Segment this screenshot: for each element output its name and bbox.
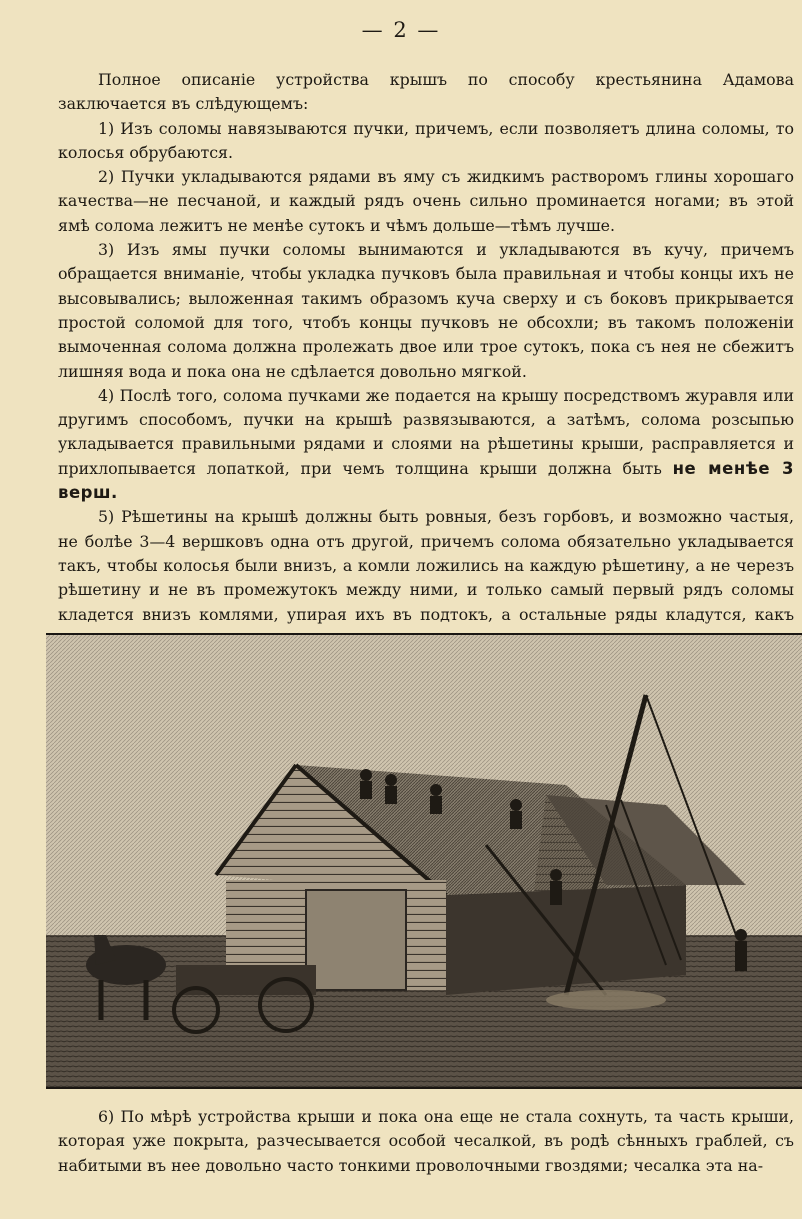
barn-door xyxy=(306,890,406,990)
paragraph-intro: Полное описаніе устройства крышъ по способу крестьянина Адамова заключается въ слѣдующемъ: xyxy=(58,70,794,114)
worker-figure xyxy=(360,769,372,781)
paragraph-3: 3) Изъ ямы пучки соломы вынимаются и укладываются въ кучу, причемъ обращается вниманіе, чтобы укладка пучковъ была правильная и чтобы концы ихъ не высовывались; выложенная такимъ образомъ куча сверху и съ боковъ прикрывается простой соломой для того, чтобъ концы пучковъ не обсохли; въ такомъ положеніи вымоченная солома должна пролежать двое или трое сутокъ, пока съ нея не сбежитъ лишняя вода и пока она не сдѣлается довольно мягкой. xyxy=(58,240,794,381)
paragraph-1: 1) Изъ соломы навязываются пучки, причемъ, если позволяетъ длина соломы, то колосья обрубаются. xyxy=(58,118,794,162)
text-block-bottom xyxy=(58,1105,794,1178)
page-number: — 2 — xyxy=(361,18,441,42)
barn-roofing-engraving xyxy=(46,635,802,1087)
paragraph-5: 5) Рѣшетины на крышѣ должны быть ровныя, безъ горбовъ, и возможно частыя, не болѣе 3—4 вершковъ одна отъ другой, причемъ солома обязательно укладывается такъ, чтобы колосья были внизъ, а комли ложились на каждую рѣшетину, а не черезъ рѣшетину и не въ промежутокъ между ними, и только самый первый рядъ соломы кладется внизъ комлями, упирая ихъ въ подтокъ, а остальные ряды кладутся, какъ xyxy=(58,507,794,624)
paragraph-4-text: 4) Послѣ того, солома пучками же подается на крышу посредствомъ журавля или другимъ способомъ, пучки на крышѣ развязываются, а затѣмъ, солома розсыпью укладывается правильными рядами и слоями на рѣшетины крыши, расправляется и прихлопывается лопаткой, при чемъ толщина крыши должна быть xyxy=(58,385,794,478)
engraving-illustration xyxy=(46,633,802,1089)
paragraph-6: 6) По мѣрѣ устройства крыши и пока она еще не стала сохнуть, та часть крыши, которая уже покрыта, разчесывается особой чесалкой, въ родѣ сѣнныхъ граблей, съ набитыми въ нее довольно часто тонкими проволочными гвоздями; чесалка эта на- xyxy=(58,1107,794,1175)
paragraph-4-emphasis: не менѣе 3 верш. xyxy=(58,458,794,503)
text-block-top xyxy=(58,68,794,651)
paragraph-4 xyxy=(58,384,794,505)
paragraph-2: 2) Пучки укладываются рядами въ яму съ жидкимъ растворомъ глины хорошаго качества—не песчаной, и каждый рядъ очень сильно проминается ногами; въ этой ямѣ солома лежитъ не менѣе сутокъ и чѣмъ дольше—тѣмъ лучше. xyxy=(58,167,794,235)
straw-pile xyxy=(546,990,666,1010)
